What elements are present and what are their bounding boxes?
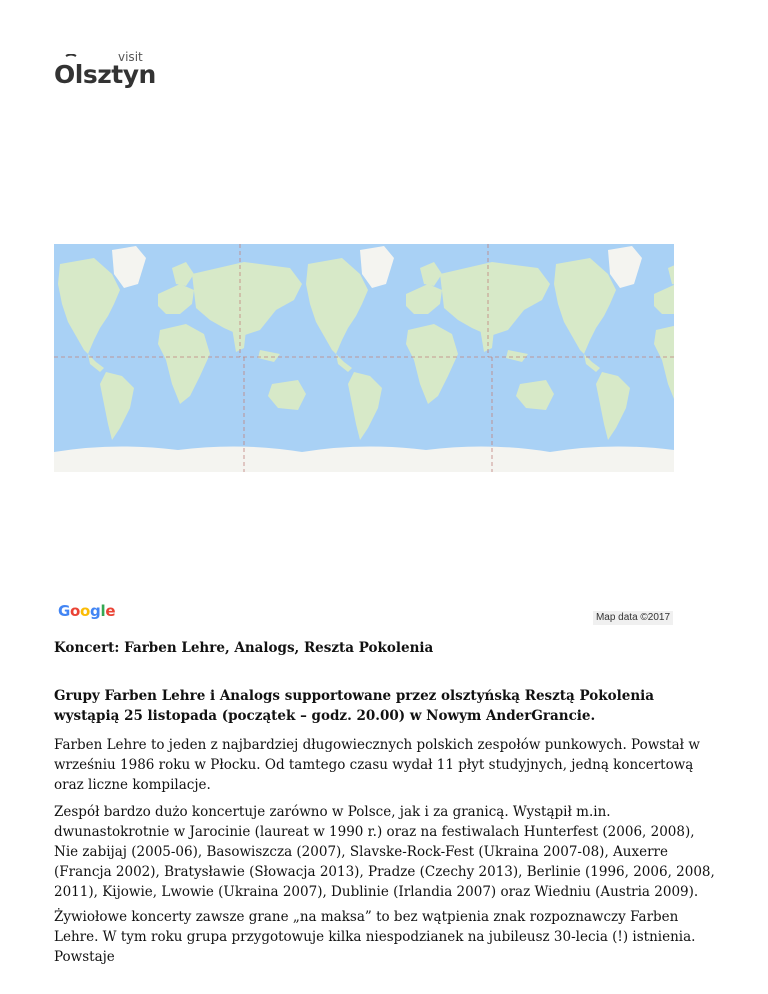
world-map[interactable] bbox=[54, 244, 674, 472]
world-map-tiles bbox=[54, 244, 674, 472]
article-paragraph: Żywiołowe koncerty zawsze grane „na maksa” to bez wątpienia znak rozpoznawczy Farben Lehre. W tym roku grupa przygotowuje kilka niespodzianek na jubileusz 30-lecia (!) istnienia. Powstaje bbox=[54, 909, 696, 965]
map-attribution[interactable]: Map data ©2017 bbox=[593, 611, 673, 625]
visit-olsztyn-logo[interactable] bbox=[54, 48, 154, 98]
article-paragraph: Zespół bardzo dużo koncertuje zarówno w Polsce, jak i za granicą. Wystąpił m.in. dwunastokrotnie w Jarocinie (laureat w 1990 r.) oraz na festiwalach Hunterfest (2006, 2008), Nie zabijaj (2005-06), Basowiszcza (2007), Slavske-Rock-Fest (Ukraina 2007-08), Auxerre (Francja 2002), Bratysławie (Słowacja 2013), Pradze (Czechy 2013), Berlinie (1996, 2006, 2008, 2011), Kijowie, Lwowie (Ukraina 2007), Dublinie (Irlandia 2007) oraz Wiedniu (Austria 2009). bbox=[54, 804, 715, 900]
article-lead: Grupy Farben Lehre i Analogs supportowane przez olsztyńską Resztą Pokolenia wystąpią 25 listopada (początek – godz. 20.00) w Nowym AnderGrancie. bbox=[54, 688, 655, 724]
logo-wordmark: Olsztyn bbox=[54, 60, 156, 89]
article-title: Koncert: Farben Lehre, Analogs, Reszta Pokolenia bbox=[54, 640, 434, 656]
logo-visit-text: visit bbox=[118, 50, 143, 64]
article-paragraph: Farben Lehre to jeden z najbardziej długowiecznych polskich zespołów punkowych. Powstał w wrześniu 1986 roku w Płocku. Od tamtego czasu wydał 11 płyt studyjnych, jedną koncertową oraz liczne kompilacje. bbox=[54, 737, 700, 793]
google-logo[interactable]: Google bbox=[58, 602, 116, 620]
